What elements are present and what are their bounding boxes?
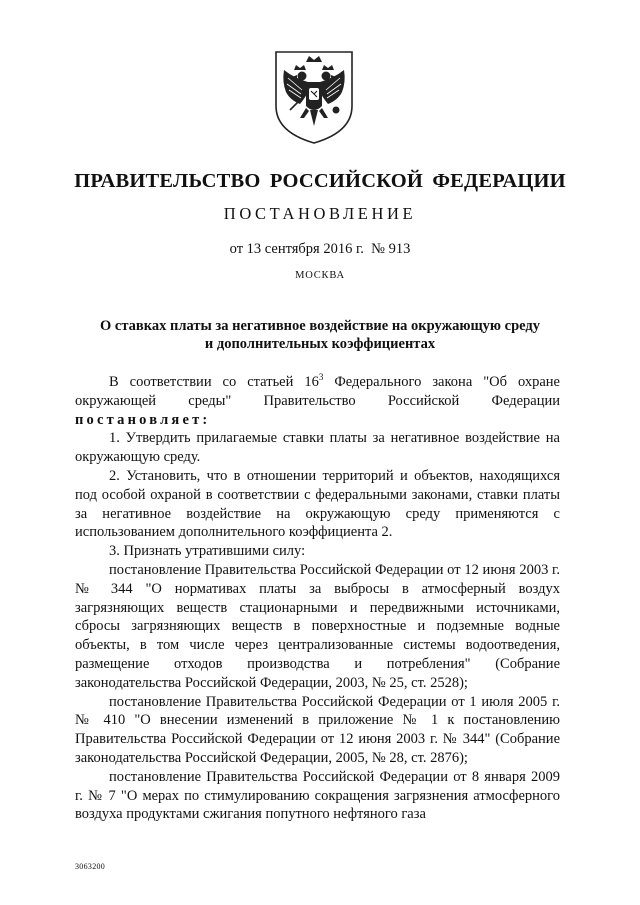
title-line-2: и дополнительных коэффициентах xyxy=(204,336,436,352)
paragraph-item-2: 2. Установить, что в отношении территорий и объектов, находящихся под особой охраной в соответствии с федеральными законами, ставки платы за негативное воздействие на окружающую среду применяются с использованием дополнительного коэффициента 2. xyxy=(75,467,560,541)
decree-date-number: от 13 сентября 2016 г. № 913 xyxy=(229,241,411,257)
paragraph-item-1: 1. Утвердить прилагаемые ставки платы за негативное воздействие на окружающую среду. xyxy=(75,430,560,466)
preamble-paragraph xyxy=(75,373,560,429)
preamble-text-end: Федерального закона "Об охране окружающей среды" Правительство Российской Федерации xyxy=(75,374,560,409)
document-code: 3063200 xyxy=(75,862,106,871)
repealed-act-2: постановление Правительства Российской Федерации от 1 июля 2005 г. № 410 "О внесении изменений в приложение № 1 к постановлению Правительства Российской Федерации от 12 июня 2003 г. № 344" (Собрание законодательства Российской Федерации, 2005, № 28, ст. 2876); xyxy=(75,693,560,766)
title-line-1: О ставках платы за негативное воздействие на окружающую среду xyxy=(100,318,540,334)
government-name: ПРАВИТЕЛЬСТВО РОССИЙСКОЙ ФЕДЕРАЦИИ xyxy=(74,170,566,192)
paragraph-item-3: 3. Признать утратившими силу: xyxy=(109,543,306,560)
repealed-act-3: постановление Правительства Российской Федерации от 8 января 2009 г. № 7 "О мерах по стимулированию сокращения загрязнения атмосферного воздуха продуктами сжигания попутного нефтяного газа xyxy=(75,768,560,823)
decree-body xyxy=(75,373,560,824)
decree-title xyxy=(70,317,570,353)
coat-of-arms-icon xyxy=(272,48,356,146)
repealed-act-1: постановление Правительства Российской Федерации от 12 июня 2003 г. № 344 "О нормативах платы за выбросы в атмосферный воздух загрязняющих веществ стационарными и передвижными источниками, сбросы загрязняющих веществ в поверхностные и подземные водные объекты, в том числе через централизованные системы водоотведения, размещение отходов производства и потребления" (Собрание законодательства Российской Федерации, 2003, № 25, ст. 2528); xyxy=(75,561,560,691)
article-superscript: 3 xyxy=(318,372,324,383)
document-type: ПОСТАНОВЛЕНИЕ xyxy=(223,204,417,223)
resolves-word: постановляет: xyxy=(75,411,211,428)
preamble-text-start: В соответствии со статьей 16 xyxy=(109,374,319,390)
city: МОСКВА xyxy=(295,270,345,281)
